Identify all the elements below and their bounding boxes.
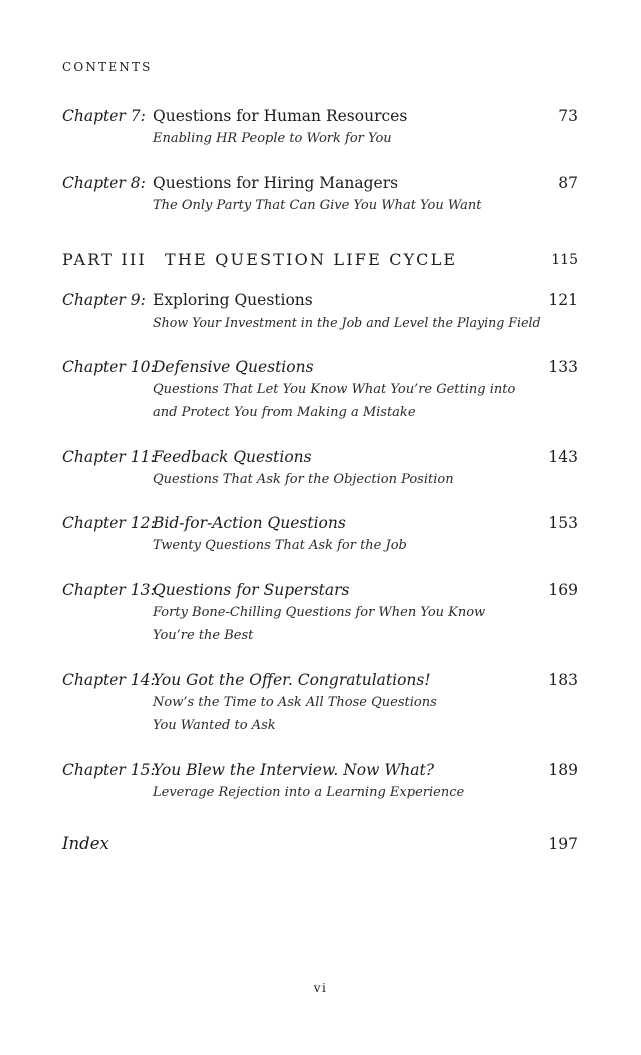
chapter-title: You Blew the Interview. Now What?	[153, 761, 435, 779]
chapter-subtitle: Questions That Ask for the Objection Position	[153, 472, 454, 487]
chapter-label: Chapter 8:	[62, 174, 146, 192]
toc-entry-chapter-11	[62, 447, 578, 487]
toc-entry-chapter-13	[62, 580, 578, 643]
toc-entry-chapter-15	[62, 760, 578, 800]
chapter-subtitle: Enabling HR People to Work for You	[153, 131, 392, 146]
chapter-label: Chapter 13:	[62, 581, 156, 599]
chapter-label: Chapter 15:	[62, 761, 156, 779]
toc-entry-chapter-7	[62, 106, 578, 146]
page-number: 87	[558, 174, 578, 192]
chapter-subtitle-line-1: Questions That Let You Know What You’re Getting into	[153, 382, 516, 397]
page-number: 121	[548, 291, 578, 309]
chapter-subtitle: Show Your Investment in the Job and Level the Playing Field	[153, 315, 541, 330]
page-number: 73	[558, 107, 578, 125]
chapter-subtitle: Twenty Questions That Ask for the Job	[153, 538, 407, 553]
running-head: CONTENTS	[62, 60, 153, 74]
chapter-title: Questions for Superstars	[153, 581, 350, 599]
chapter-title: Questions for Hiring Managers	[153, 174, 399, 192]
chapter-title: Exploring Questions	[153, 291, 313, 309]
toc-entry-index	[62, 834, 578, 856]
part-heading	[62, 250, 578, 274]
page-folio: vi	[313, 981, 328, 995]
chapter-label: Chapter 11:	[62, 448, 156, 466]
page-number: 169	[548, 581, 578, 599]
page-number: 189	[548, 761, 578, 779]
chapter-label: Chapter 12:	[62, 514, 156, 532]
chapter-title: Questions for Human Resources	[153, 107, 408, 125]
chapter-subtitle-line-2: You Wanted to Ask	[153, 718, 276, 733]
page-number: 143	[548, 448, 578, 466]
part-label: PART III	[62, 250, 147, 269]
part-title: THE QUESTION LIFE CYCLE	[165, 250, 458, 269]
chapter-label: Chapter 9:	[62, 291, 146, 309]
chapter-label: Chapter 14:	[62, 671, 156, 689]
toc-entry-chapter-8	[62, 173, 578, 213]
chapter-subtitle-line-1: Forty Bone-Chilling Questions for When You Know	[153, 605, 486, 620]
chapter-subtitle-line-1: Now’s the Time to Ask All Those Questions	[153, 695, 437, 710]
toc-entry-chapter-12	[62, 513, 578, 553]
chapter-label: Chapter 10:	[62, 358, 156, 376]
chapter-title: Feedback Questions	[153, 448, 312, 466]
chapter-label: Chapter 7:	[62, 107, 146, 125]
chapter-title: Defensive Questions	[153, 358, 314, 376]
chapter-subtitle-line-2: and Protect You from Making a Mistake	[153, 405, 416, 420]
part-page-number: 115	[551, 252, 578, 268]
chapter-subtitle: The Only Party That Can Give You What You Want	[153, 198, 482, 213]
chapter-title: Bid-for-Action Questions	[153, 514, 346, 532]
toc-entry-chapter-9	[62, 290, 578, 330]
chapter-title: You Got the Offer. Congratulations!	[153, 671, 431, 689]
page-number: 183	[548, 671, 578, 689]
toc-entry-chapter-14	[62, 670, 578, 733]
page-number: 153	[548, 514, 578, 532]
chapter-subtitle: Leverage Rejection into a Learning Experience	[153, 785, 465, 800]
toc-entry-chapter-10	[62, 357, 578, 420]
index-label: Index	[62, 834, 109, 853]
page-number: 133	[548, 358, 578, 376]
page-number: 197	[548, 835, 578, 853]
chapter-subtitle-line-2: You’re the Best	[153, 628, 254, 643]
